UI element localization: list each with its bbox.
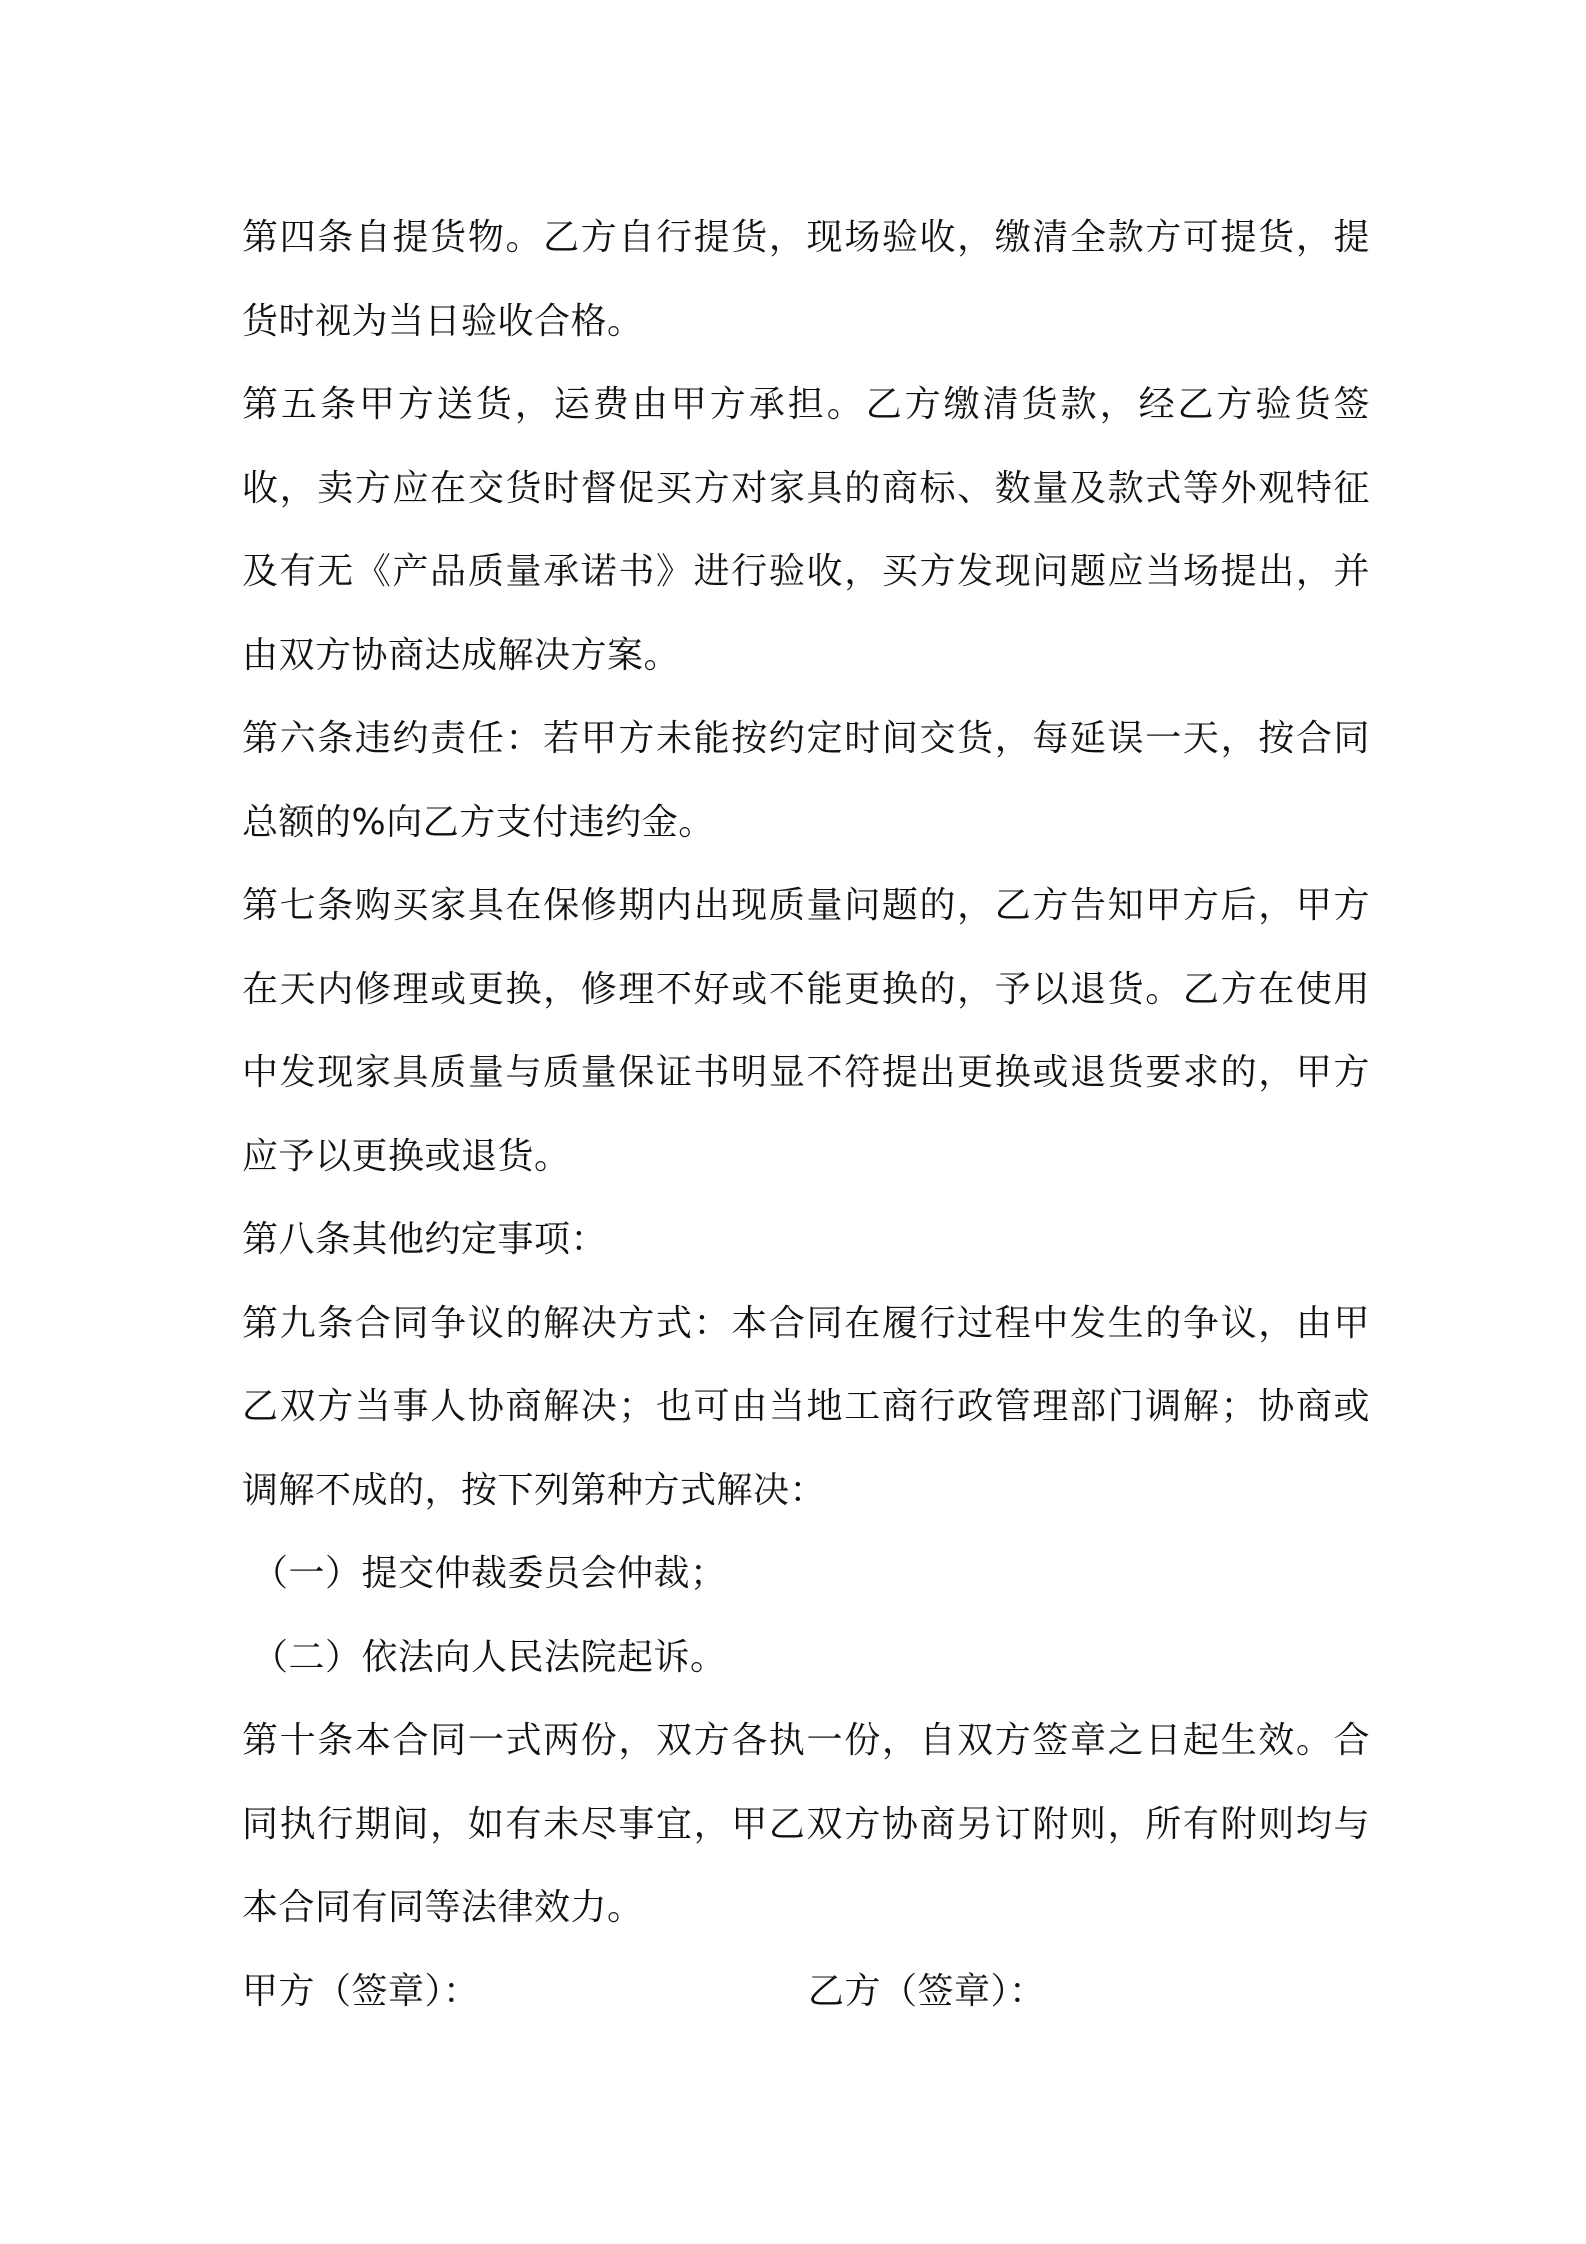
clause-6-liability: 第六条违约责任：若甲方未能按约定时间交货，每延误一天，按合同总额的%向乙方支付违约金。 (242, 718, 1370, 843)
contract-body (242, 196, 1370, 2033)
clause-8-other-terms: 第八条其他约定事项： (242, 1219, 608, 1260)
clause-10-validity: 第十条本合同一式两份，双方各执一份，自双方签章之日起生效。合同执行期间，如有未尽事宜，甲乙双方协商另订附则，所有附则均与本合同有同等法律效力。 (242, 1720, 1370, 1928)
clause-7-warranty: 第七条购买家具在保修期内出现质量问题的，乙方告知甲方后，甲方在天内修理或更换，修理不好或不能更换的，予以退货。乙方在使用中发现家具质量与质量保证书明显不符提出更换或退货要求的，甲方应予以更换或退货。 (242, 885, 1370, 1177)
clause-9-dispute-resolution: 第九条合同争议的解决方式：本合同在履行过程中发生的争议，由甲乙双方当事人协商解决；也可由当地工商行政管理部门调解；协商或调解不成的，按下列第种方式解决： (242, 1302, 1370, 1511)
clause-4-self-pickup: 第四条自提货物。乙方自行提货，现场验收，缴清全款方可提货，提货时视为当日验收合格。 (242, 217, 1370, 342)
party-b-signature-label: 乙方（签章）： (808, 1970, 1046, 2012)
signature-row (242, 1950, 1370, 2034)
party-a-signature-label: 甲方（签章）： (242, 1970, 480, 2012)
dispute-option-court: （二）依法向人民法院起诉。 (252, 1636, 727, 1678)
dispute-option-arbitration: （一）提交仲裁委员会仲裁； (252, 1553, 727, 1594)
clause-5-delivery: 第五条甲方送货，运费由甲方承担。乙方缴清货款，经乙方验货签收，卖方应在交货时督促买方对家具的商标、数量及款式等外观特征及有无《产品质量承诺书》进行验收，买方发现问题应当场提出，并由双方协商达成解决方案。 (242, 384, 1370, 676)
